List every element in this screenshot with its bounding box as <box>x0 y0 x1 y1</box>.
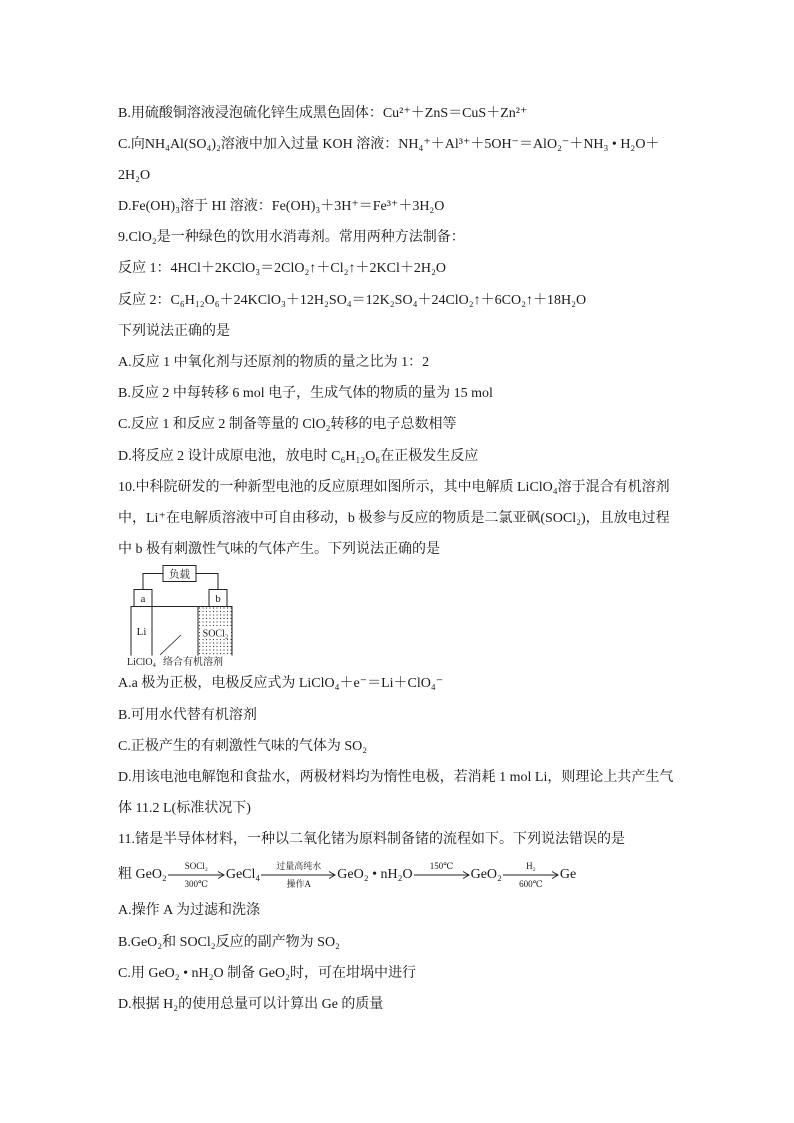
flow-product-2: GeO₂ • nH₂O <box>337 867 413 883</box>
q10-option-d: D.用该电池电解饱和食盐水，两极材料均为惰性电极，若消耗 1 mol Li，则理论上共产生气 <box>118 769 674 785</box>
electrode-b-label: b <box>215 593 221 606</box>
flow-arrow-2-below: 操作A <box>286 879 312 890</box>
flow-arrow-3 <box>414 855 470 895</box>
q9-option-b: B.反应 2 中每转移 6 mol 电子，生成气体的物质的量为 15 mol <box>118 386 493 402</box>
flow-arrow-4 <box>503 855 559 895</box>
q10-option-d-continued: 体 11.2 L(标准状况下) <box>118 801 251 817</box>
q10-option-b: B.可用水代替有机溶剂 <box>118 707 257 723</box>
flow-arrow-1 <box>168 855 225 895</box>
battery-diagram-figure <box>118 565 248 668</box>
li-label: Li <box>136 626 147 639</box>
flow-arrow-4-below: 600℃ <box>519 879 543 890</box>
process-flow <box>118 855 738 895</box>
q10-stem-line-2: 中，Li⁺在电解质溶液中可自由移动，b 极参与反应的物质是二氯亚砜(SOCl₂)，且放电过程 <box>118 510 670 526</box>
q10-stem-line-3: 中 b 极有刺激性气味的气体产生。下列说法正确的是 <box>118 542 440 558</box>
q11-option-d: D.根据 H₂的使用总量可以计算出 Ge 的质量 <box>118 997 384 1012</box>
question-11 <box>118 824 738 1020</box>
flow-arrow-1-above: SOCl₂ <box>184 861 208 872</box>
load-label: 负载 <box>169 569 190 581</box>
q8-option-b: B.用硫酸铜溶液浸泡硫化锌生成黑色固体：Cu²⁺＋ZnS＝CuS＋Zn²⁺ <box>118 105 528 121</box>
flow-arrow-2 <box>261 855 336 895</box>
q8-option-c-continued: 2H₂O <box>118 167 151 183</box>
flow-arrow-4-above: H₂ <box>526 861 536 872</box>
q9-option-c: C.反应 1 和反应 2 制备等量的 ClO₂转移的电子总数相等 <box>118 417 457 433</box>
q11-stem: 11.锗是半导体材料，一种以二氧化锗为原料制备锗的流程如下。下列说法错误的是 <box>118 832 625 848</box>
q8-option-d: D.Fe(OH)₃溶于 HI 溶液：Fe(OH)₃＋3H⁺＝Fe³⁺＋3H₂O <box>118 199 445 215</box>
exam-content <box>118 98 738 1021</box>
battery-diagram <box>118 565 738 668</box>
q9-prompt: 下列说法正确的是 <box>118 323 230 339</box>
q9-reaction-1: 反应 1：4HCl＋2KClO₃＝2ClO₂↑＋Cl₂↑＋2KCl＋2H₂O <box>118 261 446 277</box>
wire-right <box>196 574 218 590</box>
q9-option-d: D.将反应 2 设计成原电池，放电时 C₆H₁₂O₆在正极发生反应 <box>118 448 479 464</box>
question-8-options <box>118 98 738 223</box>
caption-salt: LiClO₄ <box>127 657 157 669</box>
question-9 <box>118 222 738 472</box>
flow-arrow-2-above: 过量高纯水 <box>276 861 322 872</box>
flow-product-1: GeCl₄ <box>225 867 261 883</box>
q11-option-b: B.GeO₂和 SOCl₂反应的副产物为 SO₂ <box>118 934 340 950</box>
socl2-label: SOCl₂ <box>202 628 229 640</box>
flow-product-3: GeO₂ <box>470 867 502 883</box>
q10-option-a: A.a 极为正极，电极反应式为 LiClO₄＋e⁻＝Li＋ClO₄⁻ <box>118 676 444 692</box>
flow-start: 粗 GeO₂ <box>118 867 167 883</box>
q9-stem: 9.ClO₂是一种绿色的饮用水消毒剂。常用两种方法制备： <box>118 230 465 246</box>
q10-stem-line-1: 10.中科院研发的一种新型电池的反应原理如图所示，其中电解质 LiClO₄溶于混合有机溶剂 <box>118 479 670 495</box>
question-10 <box>118 472 738 825</box>
q8-option-c: C.向NH₄Al(SO₄)₂溶液中加入过量 KOH 溶液：NH₄⁺＋Al³⁺＋5OH⁻＝AlO₂⁻＋NH₃ • H₂O＋ <box>118 136 660 152</box>
flow-product-4: Ge <box>559 867 577 883</box>
q9-reaction-2: 反应 2：C₆H₁₂O₆＋24KClO₃＋12H₂SO₄＝12K₂SO₄＋24ClO₂↑＋6CO₂↑＋18H₂O <box>118 292 587 308</box>
wire-left <box>143 574 163 590</box>
electrolyte-pointer <box>160 635 181 655</box>
flow-arrow-1-below: 300℃ <box>184 879 209 890</box>
q10-option-c: C.正极产生的有刺激性气味的气体为 SO₂ <box>118 738 368 754</box>
q9-option-a: A.反应 1 中氧化剂与还原剂的物质的量之比为 1：2 <box>118 355 430 370</box>
caption-solvent: 络合有机溶剂 <box>163 657 223 669</box>
arrow-right-icon <box>414 870 470 880</box>
electrode-a-label: a <box>140 593 146 606</box>
q11-option-c: C.用 GeO₂ • nH₂O 制备 GeO₂时，可在坩埚中进行 <box>118 965 416 981</box>
q11-option-a: A.操作 A 为过滤和洗涤 <box>118 903 260 919</box>
flow-arrow-3-above: 150℃ <box>429 861 454 872</box>
